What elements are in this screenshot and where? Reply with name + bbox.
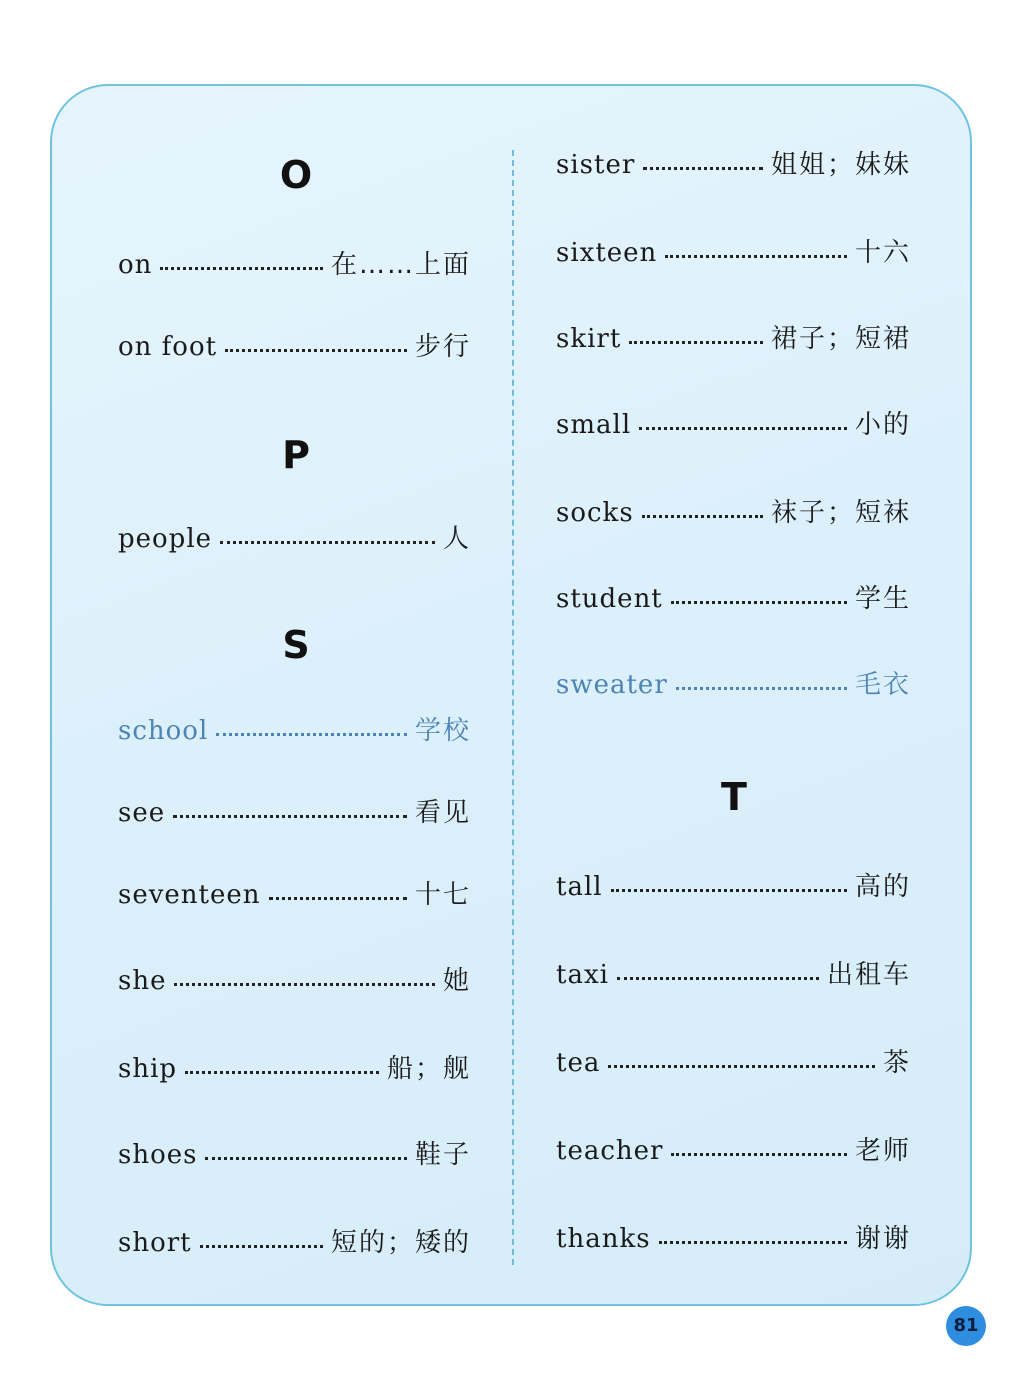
leader-dots [225, 349, 407, 352]
entry-meaning: 船；舰 [386, 1054, 471, 1084]
entry-seventeen [118, 882, 471, 908]
entry-ship [118, 1056, 471, 1082]
entry-word: small [556, 410, 632, 440]
page-number-badge: 81 [946, 1306, 986, 1346]
entry-word: short [118, 1228, 192, 1258]
leader-dots [608, 1065, 875, 1068]
leader-dots [676, 687, 847, 690]
entry-meaning: 袜子；短袜 [770, 498, 911, 528]
leader-dots [629, 341, 763, 344]
leader-dots [160, 267, 323, 270]
entry-word: thanks [556, 1224, 651, 1254]
section-letter-p: P [282, 433, 310, 477]
entry-word: ship [118, 1054, 178, 1084]
entry-meaning: 看见 [414, 798, 471, 828]
entry-word: seventeen [118, 880, 261, 910]
leader-dots [671, 1153, 847, 1156]
entry-meaning: 高的 [854, 872, 911, 902]
entry-word: school [118, 716, 209, 746]
entry-word: teacher [556, 1136, 664, 1166]
entry-sweater [556, 672, 911, 698]
entry-meaning: 在……上面 [330, 250, 471, 280]
entry-meaning: 毛衣 [854, 670, 911, 700]
entry-meaning: 茶 [882, 1048, 911, 1078]
entry-meaning: 短的；矮的 [330, 1228, 471, 1258]
leader-dots [174, 983, 435, 986]
leader-dots [185, 1071, 379, 1074]
leader-dots [173, 815, 407, 818]
entry-meaning: 谢谢 [854, 1224, 911, 1254]
entry-meaning: 学校 [414, 716, 471, 746]
entry-word: taxi [556, 960, 609, 990]
leader-dots [617, 977, 819, 980]
entry-word: shoes [118, 1140, 198, 1170]
leader-dots [665, 255, 847, 258]
leader-dots [205, 1157, 407, 1160]
entry-word: sweater [556, 670, 668, 700]
entry-meaning: 小的 [854, 410, 911, 440]
entry-word: people [118, 524, 213, 554]
entry-word: on [118, 250, 153, 280]
entry-sister [556, 152, 911, 178]
glossary-card [50, 84, 972, 1306]
entry-word: tall [556, 872, 603, 902]
entry-see [118, 800, 471, 826]
leader-dots [269, 897, 407, 900]
entry-word: sixteen [556, 238, 658, 268]
entry-student [556, 586, 911, 612]
entry-word: see [118, 798, 166, 828]
entry-word: tea [556, 1048, 601, 1078]
entry-socks [556, 500, 911, 526]
entry-word: skirt [556, 324, 622, 354]
entry-skirt [556, 326, 911, 352]
entry-she [118, 968, 471, 994]
entry-short [118, 1230, 471, 1256]
entry-school [118, 718, 471, 744]
entry-meaning: 学生 [854, 584, 911, 614]
entry-word: sister [556, 150, 636, 180]
entry-sixteen [556, 240, 911, 266]
entry-meaning: 步行 [414, 332, 471, 362]
entry-word: she [118, 966, 167, 996]
entry-small [556, 412, 911, 438]
entry-word: student [556, 584, 663, 614]
entry-teacher [556, 1138, 911, 1164]
leader-dots [639, 427, 847, 430]
leader-dots [643, 167, 763, 170]
section-letter-t: T [721, 775, 747, 819]
entry-meaning: 出租车 [826, 960, 911, 990]
leader-dots [200, 1245, 323, 1248]
entry-shoes [118, 1142, 471, 1168]
column-divider [512, 150, 514, 1265]
entry-tall [556, 874, 911, 900]
section-letter-o: O [279, 153, 313, 197]
entry-meaning: 鞋子 [414, 1140, 471, 1170]
leader-dots [220, 541, 435, 544]
leader-dots [671, 601, 847, 604]
section-letter-s: S [282, 623, 310, 667]
entry-word: socks [556, 498, 634, 528]
entry-people [118, 526, 471, 552]
leader-dots [611, 889, 847, 892]
entry-meaning: 姐姐；妹妹 [770, 150, 911, 180]
entry-meaning: 裙子；短裙 [770, 324, 911, 354]
leader-dots [659, 1241, 847, 1244]
entry-meaning: 她 [442, 966, 471, 996]
entry-thanks [556, 1226, 911, 1252]
entry-meaning: 老师 [854, 1136, 911, 1166]
entry-meaning: 十七 [414, 880, 471, 910]
leader-dots [642, 515, 763, 518]
entry-meaning: 十六 [854, 238, 911, 268]
entry-tea [556, 1050, 911, 1076]
entry-meaning: 人 [442, 524, 471, 554]
entry-taxi [556, 962, 911, 988]
entry-on [118, 252, 471, 278]
entry-on-foot [118, 334, 471, 360]
leader-dots [216, 733, 407, 736]
entry-word: on foot [118, 332, 218, 362]
